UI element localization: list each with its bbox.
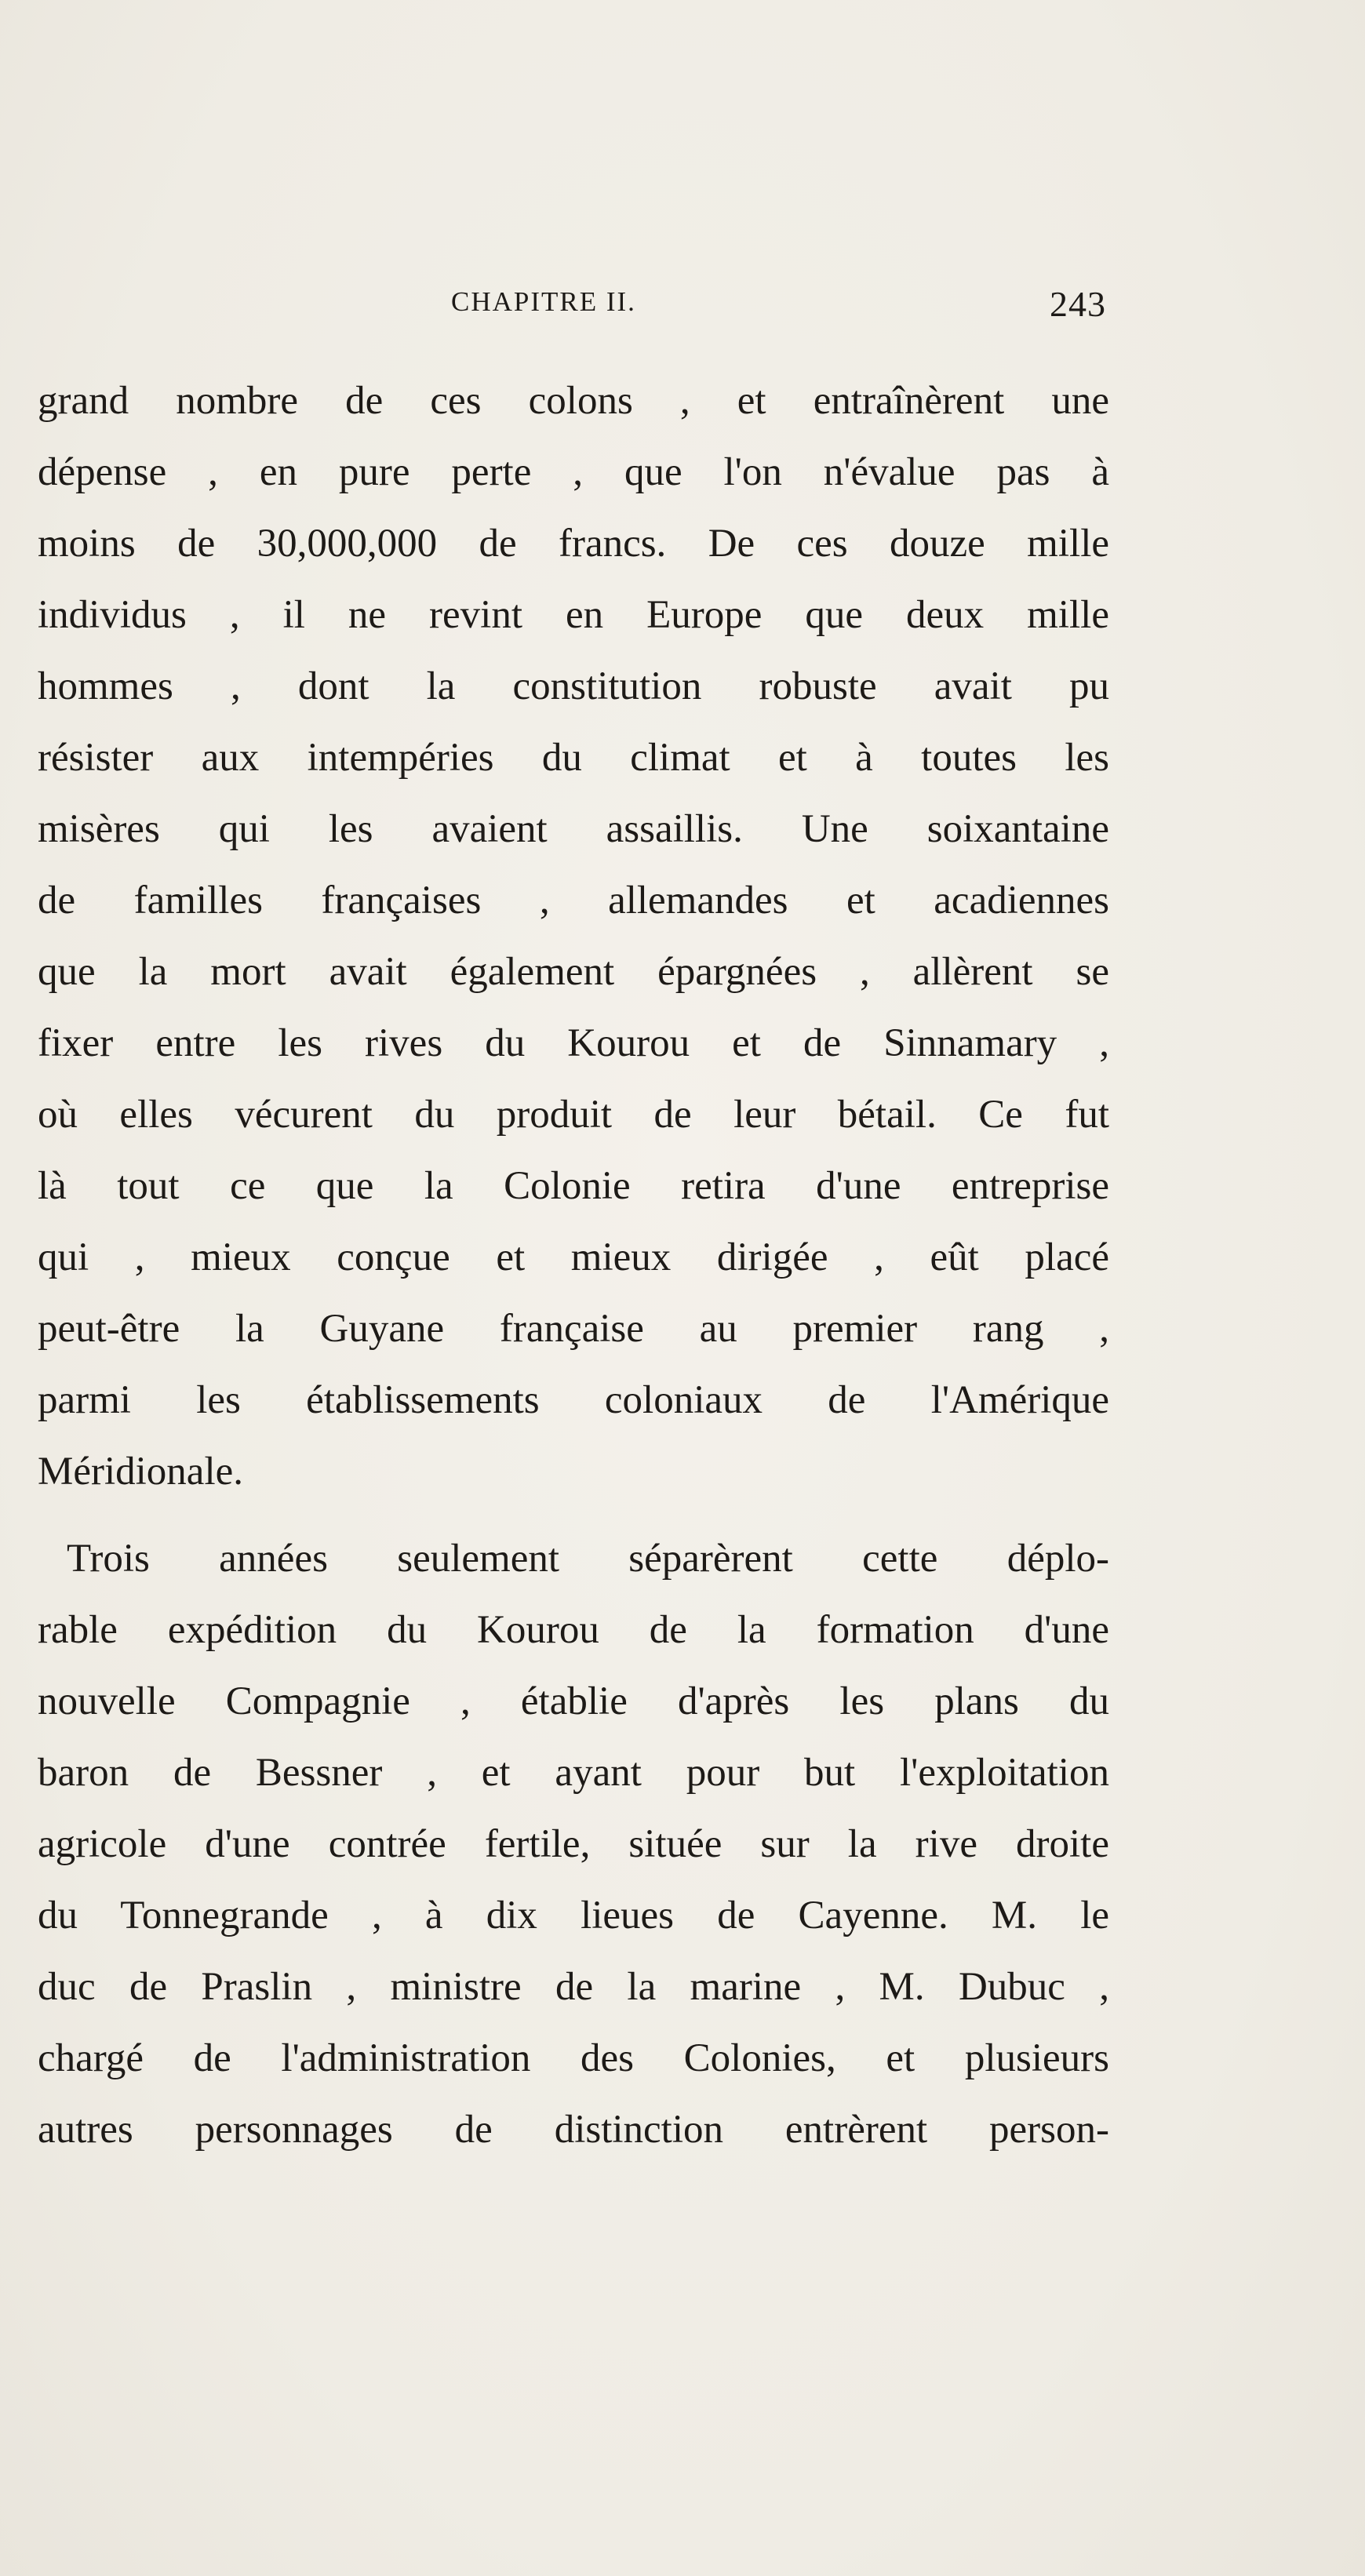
text-line: fixer entre les rives du Kourou et de Sinnamary ,	[38, 1021, 1109, 1065]
text-line: parmi les établissements coloniaux de l'Amérique	[38, 1378, 1109, 1422]
text-line: du Tonnegrande , à dix lieues de Cayenne. M. le	[38, 1894, 1109, 1937]
text-line: moins de 30,000,000 de francs. De ces douze mille	[38, 522, 1109, 566]
text-line: nouvelle Compagnie , établie d'après les plans du	[38, 1679, 1109, 1723]
text-line: individus , il ne revint en Europe que deux mille	[38, 593, 1109, 637]
text-line: qui , mieux conçue et mieux dirigée , eût placé	[38, 1235, 1109, 1279]
text-line: où elles vécurent du produit de leur bétail. Ce fut	[38, 1093, 1109, 1137]
text-line: résister aux intempéries du climat et à toutes les	[38, 736, 1109, 780]
text-line: dépense , en pure perte , que l'on n'évalue pas à	[38, 450, 1109, 494]
text-line: que la mort avait également épargnées , allèrent se	[38, 950, 1109, 994]
text-line: peut-être la Guyane française au premier rang ,	[38, 1307, 1109, 1351]
text-line: grand nombre de ces colons , et entraînèrent une	[38, 379, 1109, 423]
text-line: duc de Praslin , ministre de la marine , M. Dubuc ,	[38, 1965, 1109, 2009]
paragraph	[38, 366, 1109, 1508]
text-line: autres personnages de distinction entrèrent person-	[38, 2108, 1109, 2152]
text-line: baron de Bessner , et ayant pour but l'exploitation	[38, 1751, 1109, 1795]
text-line: agricole d'une contrée fertile, située sur la rive droite	[38, 1822, 1109, 1866]
text-line: chargé de l'administration des Colonies, et plusieurs	[38, 2036, 1109, 2080]
chapter-heading: CHAPITRE II.	[451, 286, 636, 317]
paragraph	[38, 1523, 1109, 2166]
text-line: hommes , dont la constitution robuste avait pu	[38, 664, 1109, 708]
text-line: misères qui les avaient assaillis. Une soixantaine	[38, 807, 1109, 851]
paragraph-gap	[38, 1508, 1109, 1523]
text-line: Trois années seulement séparèrent cette déplo-	[67, 1537, 1109, 1581]
page-number: 243	[1050, 284, 1106, 324]
text-line: Méridionale.	[38, 1450, 243, 1494]
text-line: de familles françaises , allemandes et acadiennes	[38, 879, 1109, 922]
text-line: rable expédition du Kourou de la formation d'une	[38, 1608, 1109, 1652]
running-head	[451, 286, 1106, 333]
text-line: là tout ce que la Colonie retira d'une entreprise	[38, 1164, 1109, 1208]
body-text	[38, 366, 1109, 2166]
